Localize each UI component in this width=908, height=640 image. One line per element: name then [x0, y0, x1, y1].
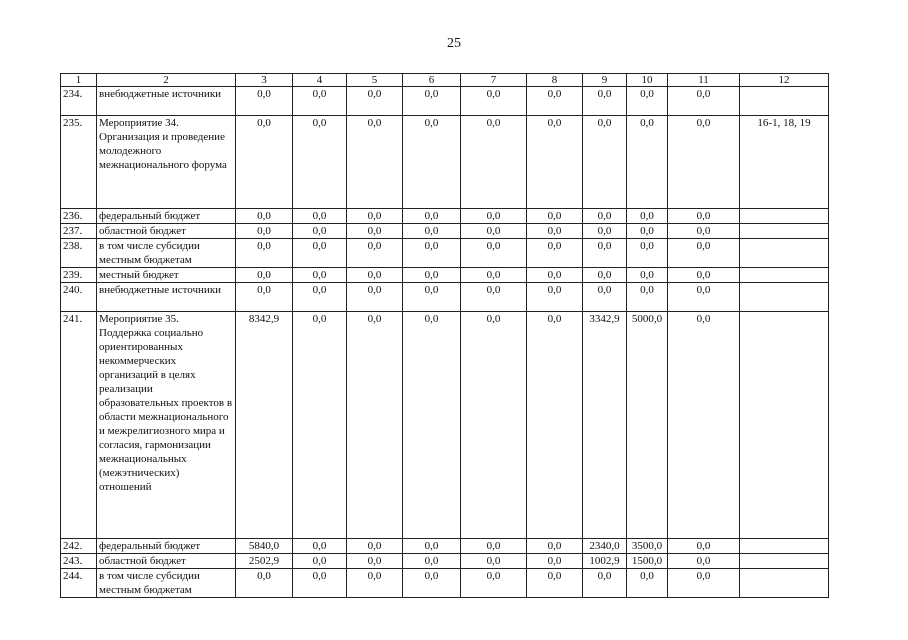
- row-name: в том числе субсидии местным бюджетам: [97, 569, 236, 598]
- value-cell: 0,0: [583, 268, 627, 283]
- indicator-ref-cell: [740, 268, 829, 283]
- value-cell: 0,0: [527, 312, 583, 539]
- column-header: 9: [583, 74, 627, 87]
- row-name: областной бюджет: [97, 224, 236, 239]
- value-cell: 0,0: [527, 539, 583, 554]
- value-cell: 0,0: [236, 209, 293, 224]
- value-cell: 0,0: [236, 283, 293, 312]
- value-cell: 0,0: [627, 283, 668, 312]
- row-number: 236.: [61, 209, 97, 224]
- page-number: 25: [447, 36, 461, 51]
- table-row: [61, 116, 829, 209]
- row-number: 237.: [61, 224, 97, 239]
- value-cell: 0,0: [403, 312, 461, 539]
- value-cell: 0,0: [583, 569, 627, 598]
- table-row: [61, 539, 829, 554]
- table-row: [61, 87, 829, 116]
- value-cell: 0,0: [668, 224, 740, 239]
- row-number: 234.: [61, 87, 97, 116]
- table-row: [61, 554, 829, 569]
- value-cell: 0,0: [347, 283, 403, 312]
- value-cell: 0,0: [403, 539, 461, 554]
- value-cell: 0,0: [293, 569, 347, 598]
- indicator-ref-cell: [740, 554, 829, 569]
- table-row: [61, 312, 829, 539]
- value-cell: 0,0: [347, 569, 403, 598]
- indicator-ref-cell: [740, 312, 829, 539]
- value-cell: 0,0: [293, 116, 347, 209]
- row-number: 239.: [61, 268, 97, 283]
- column-header: 12: [740, 74, 829, 87]
- value-cell: 0,0: [627, 268, 668, 283]
- value-cell: 0,0: [527, 283, 583, 312]
- value-cell: 3500,0: [627, 539, 668, 554]
- value-cell: 0,0: [347, 209, 403, 224]
- value-cell: 0,0: [347, 116, 403, 209]
- value-cell: 0,0: [347, 554, 403, 569]
- value-cell: 0,0: [461, 539, 527, 554]
- value-cell: 0,0: [236, 239, 293, 268]
- column-header: 2: [97, 74, 236, 87]
- value-cell: 0,0: [347, 239, 403, 268]
- indicator-ref-cell: [740, 569, 829, 598]
- row-name: местный бюджет: [97, 268, 236, 283]
- value-cell: 0,0: [293, 209, 347, 224]
- value-cell: 0,0: [236, 268, 293, 283]
- value-cell: 0,0: [236, 569, 293, 598]
- value-cell: 0,0: [347, 539, 403, 554]
- indicator-ref-cell: [740, 283, 829, 312]
- row-name: областной бюджет: [97, 554, 236, 569]
- value-cell: 0,0: [347, 268, 403, 283]
- value-cell: 0,0: [527, 224, 583, 239]
- indicator-ref-cell: [740, 87, 829, 116]
- value-cell: 2340,0: [583, 539, 627, 554]
- value-cell: 0,0: [461, 569, 527, 598]
- row-name: федеральный бюджет: [97, 209, 236, 224]
- value-cell: 0,0: [293, 87, 347, 116]
- table-row: [61, 224, 829, 239]
- column-header: 10: [627, 74, 668, 87]
- indicator-ref-cell: [740, 224, 829, 239]
- value-cell: 0,0: [583, 116, 627, 209]
- value-cell: 0,0: [347, 312, 403, 539]
- value-cell: 0,0: [403, 87, 461, 116]
- column-header: 3: [236, 74, 293, 87]
- row-number: 241.: [61, 312, 97, 539]
- indicator-ref-cell: 16-1, 18, 19: [740, 116, 829, 209]
- value-cell: 1500,0: [627, 554, 668, 569]
- value-cell: 0,0: [527, 209, 583, 224]
- value-cell: 0,0: [236, 224, 293, 239]
- indicator-ref-cell: [740, 539, 829, 554]
- value-cell: 0,0: [583, 209, 627, 224]
- value-cell: 0,0: [668, 539, 740, 554]
- row-number: 238.: [61, 239, 97, 268]
- row-name: внебюджетные источники: [97, 283, 236, 312]
- indicator-ref-cell: [740, 209, 829, 224]
- row-name: Мероприятие 34. Организация и проведение молодежного межнационального форума: [97, 116, 236, 209]
- budget-table: [60, 73, 829, 598]
- value-cell: 0,0: [583, 224, 627, 239]
- value-cell: 0,0: [627, 239, 668, 268]
- value-cell: 0,0: [461, 224, 527, 239]
- value-cell: 0,0: [236, 116, 293, 209]
- value-cell: 0,0: [403, 569, 461, 598]
- value-cell: 0,0: [461, 209, 527, 224]
- value-cell: 0,0: [583, 87, 627, 116]
- value-cell: 0,0: [668, 116, 740, 209]
- value-cell: 0,0: [461, 87, 527, 116]
- value-cell: 0,0: [668, 283, 740, 312]
- column-header: 5: [347, 74, 403, 87]
- header-row: [61, 74, 829, 87]
- value-cell: 0,0: [527, 554, 583, 569]
- value-cell: 0,0: [293, 283, 347, 312]
- value-cell: 0,0: [236, 87, 293, 116]
- value-cell: 0,0: [403, 224, 461, 239]
- value-cell: 0,0: [668, 312, 740, 539]
- value-cell: 0,0: [668, 239, 740, 268]
- value-cell: 0,0: [627, 87, 668, 116]
- value-cell: 0,0: [347, 224, 403, 239]
- value-cell: 5000,0: [627, 312, 668, 539]
- column-header: 11: [668, 74, 740, 87]
- value-cell: 0,0: [293, 224, 347, 239]
- value-cell: 0,0: [583, 283, 627, 312]
- value-cell: 0,0: [347, 87, 403, 116]
- column-header: 1: [61, 74, 97, 87]
- value-cell: 0,0: [527, 239, 583, 268]
- value-cell: 0,0: [527, 569, 583, 598]
- value-cell: 0,0: [668, 87, 740, 116]
- value-cell: 0,0: [627, 209, 668, 224]
- value-cell: 0,0: [403, 239, 461, 268]
- table-row: [61, 268, 829, 283]
- value-cell: 0,0: [627, 116, 668, 209]
- table-row: [61, 569, 829, 598]
- column-header: 4: [293, 74, 347, 87]
- value-cell: 0,0: [668, 268, 740, 283]
- value-cell: 5840,0: [236, 539, 293, 554]
- table-row: [61, 239, 829, 268]
- row-name: в том числе субсидии местным бюджетам: [97, 239, 236, 268]
- row-number: 243.: [61, 554, 97, 569]
- value-cell: 0,0: [583, 239, 627, 268]
- indicator-ref-cell: [740, 239, 829, 268]
- value-cell: 0,0: [461, 283, 527, 312]
- row-number: 244.: [61, 569, 97, 598]
- column-header: 7: [461, 74, 527, 87]
- value-cell: 0,0: [403, 268, 461, 283]
- value-cell: 0,0: [293, 539, 347, 554]
- value-cell: 0,0: [527, 268, 583, 283]
- table-row: [61, 283, 829, 312]
- value-cell: 1002,9: [583, 554, 627, 569]
- value-cell: 0,0: [461, 312, 527, 539]
- value-cell: 8342,9: [236, 312, 293, 539]
- value-cell: 0,0: [461, 239, 527, 268]
- value-cell: 0,0: [403, 209, 461, 224]
- value-cell: 0,0: [403, 554, 461, 569]
- value-cell: 0,0: [668, 554, 740, 569]
- value-cell: 0,0: [293, 239, 347, 268]
- row-name: Мероприятие 35. Поддержка социально ориентированных некоммерческих организаций в целях реализации образовательных проектов в области межнационального и межрелигиозного мира и согласия, гармонизации межнациональных (межэтнических) отношений: [97, 312, 236, 539]
- row-name: внебюджетные источники: [97, 87, 236, 116]
- value-cell: 0,0: [527, 116, 583, 209]
- value-cell: 0,0: [627, 569, 668, 598]
- row-number: 235.: [61, 116, 97, 209]
- value-cell: 0,0: [668, 209, 740, 224]
- value-cell: 3342,9: [583, 312, 627, 539]
- value-cell: 0,0: [293, 268, 347, 283]
- value-cell: 0,0: [461, 554, 527, 569]
- value-cell: 2502,9: [236, 554, 293, 569]
- column-header: 8: [527, 74, 583, 87]
- value-cell: 0,0: [293, 554, 347, 569]
- value-cell: 0,0: [403, 283, 461, 312]
- table-row: [61, 209, 829, 224]
- row-number: 242.: [61, 539, 97, 554]
- value-cell: 0,0: [461, 116, 527, 209]
- column-header: 6: [403, 74, 461, 87]
- value-cell: 0,0: [527, 87, 583, 116]
- row-name: федеральный бюджет: [97, 539, 236, 554]
- value-cell: 0,0: [668, 569, 740, 598]
- value-cell: 0,0: [403, 116, 461, 209]
- value-cell: 0,0: [461, 268, 527, 283]
- value-cell: 0,0: [293, 312, 347, 539]
- row-number: 240.: [61, 283, 97, 312]
- value-cell: 0,0: [627, 224, 668, 239]
